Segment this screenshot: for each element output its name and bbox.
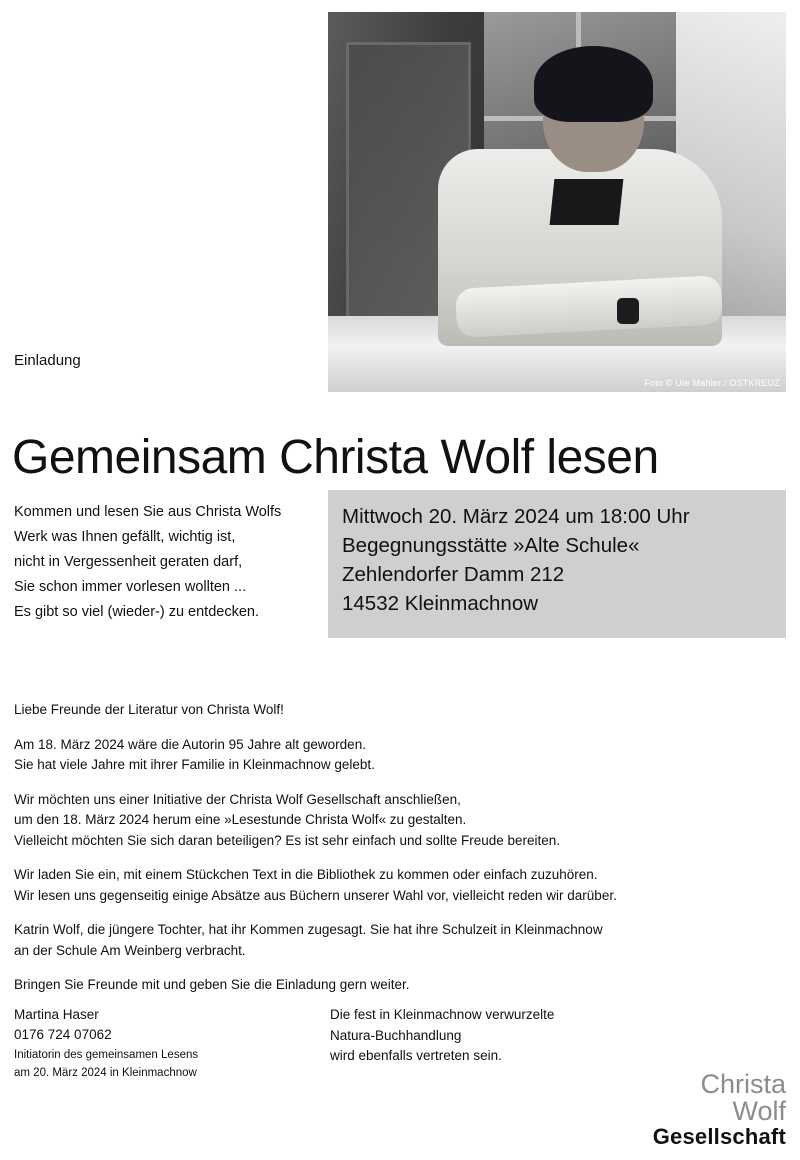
organizer-phone[interactable]: 0176 724 07062 xyxy=(14,1027,112,1042)
organizer-role-line-1: Initiatorin des gemeinsamen Lesens xyxy=(14,1049,199,1061)
organizer-role-line-2: am 20. März 2024 in Kleinmachnow xyxy=(14,1067,197,1079)
logo-line-1: Christa xyxy=(700,1068,786,1099)
portrait-wristwatch xyxy=(617,298,639,324)
body-line: Bringen Sie Freunde mit und geben Sie die Einladung gern weiter. xyxy=(14,977,410,992)
body-line: Wir lesen uns gegenseitig einige Absätze aus Büchern unserer Wahl vor, vielleicht reden wir darüber. xyxy=(14,887,617,903)
body-line: Wir möchten uns einer Initiative der Christa Wolf Gesellschaft anschließen, xyxy=(14,791,461,807)
partner-line: Die fest in Kleinmachnow verwurzelte xyxy=(330,1007,555,1022)
portrait-collar xyxy=(550,179,623,225)
portrait-hair xyxy=(534,46,653,122)
body-line: um den 18. März 2024 herum eine »Lesestunde Christa Wolf« zu gestalten. xyxy=(14,812,467,827)
christa-wolf-gesellschaft-logo xyxy=(652,1068,786,1149)
intro-line: nicht in Vergessenheit geraten darf, xyxy=(14,554,243,570)
body-line: Wir laden Sie ein, mit einem Stückchen Text in die Bibliothek zu kommen oder einfach zuzuhören. xyxy=(14,867,598,882)
page-title: Gemeinsam Christa Wolf lesen xyxy=(12,431,659,485)
portrait-photo xyxy=(328,12,786,392)
intro-line: Sie schon immer vorlesen wollten ... xyxy=(14,579,247,595)
intro-text xyxy=(14,500,319,625)
intro-line: Kommen und lesen Sie aus Christa Wolfs xyxy=(14,504,282,520)
partner-line: Natura-Buchhandlung xyxy=(330,1027,462,1043)
body-line: Am 18. März 2024 wäre die Autorin 95 Jahre alt geworden. xyxy=(14,736,366,752)
organizer-name: Martina Haser xyxy=(14,1007,99,1022)
event-venue: Begegnungsstätte »Alte Schule« xyxy=(342,534,640,557)
event-street: Zehlendorfer Damm 212 xyxy=(342,563,565,586)
event-details-box xyxy=(328,490,786,638)
event-datetime: Mittwoch 20. März 2024 um 18:00 Uhr xyxy=(342,505,690,528)
event-city: 14532 Kleinmachnow xyxy=(342,592,539,615)
body-line: an der Schule Am Weinberg verbracht. xyxy=(14,942,246,958)
logo-line-2: Wolf xyxy=(732,1096,786,1127)
partner-line: wird ebenfalls vertreten sein. xyxy=(330,1048,502,1063)
intro-line: Werk was Ihnen gefällt, wichtig ist, xyxy=(14,529,236,545)
photo-credit: Foto © Ute Mahler / OSTKREUZ xyxy=(644,378,780,388)
logo-line-3: Gesellschaft xyxy=(652,1123,786,1149)
body-line: Vielleicht möchten Sie sich daran beteiligen? Es ist sehr einfach und sollte Freude bereiten. xyxy=(14,832,561,848)
eyebrow-label: Einladung xyxy=(14,352,81,369)
intro-line: Es gibt so viel (wieder-) zu entdecken. xyxy=(14,604,259,620)
body-line: Sie hat viele Jahre mit ihrer Familie in Kleinmachnow gelebt. xyxy=(14,757,375,772)
body-line: Katrin Wolf, die jüngere Tochter, hat ihr Kommen zugesagt. Sie hat ihre Schulzeit in Kleinmachnow xyxy=(14,922,603,937)
body-text xyxy=(14,686,774,1010)
body-line: Liebe Freunde der Literatur von Christa Wolf! xyxy=(14,702,284,717)
partner-block xyxy=(330,1005,660,1067)
signature-block xyxy=(14,1005,314,1081)
